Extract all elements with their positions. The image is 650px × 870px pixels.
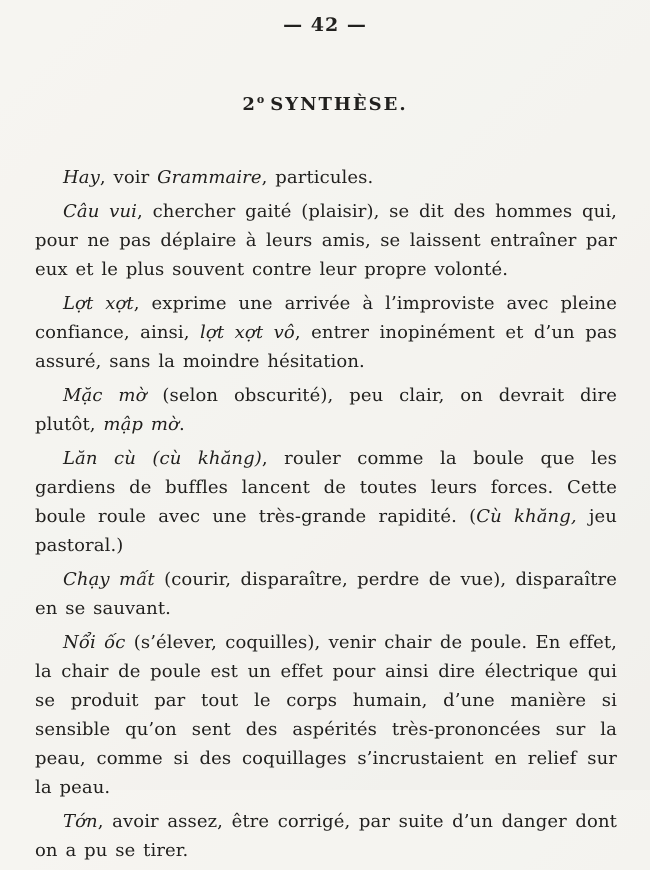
page-number: — 42 — xyxy=(283,14,367,36)
term-italic: Hay xyxy=(63,167,100,188)
term-italic: Grammaire xyxy=(157,167,262,188)
term-italic: Tớn xyxy=(63,811,98,832)
heading-title: SYNTHÈSE. xyxy=(270,94,408,115)
text-segment: . xyxy=(178,414,185,435)
term-italic: Mặc mờ xyxy=(63,385,147,406)
paragraph xyxy=(35,289,617,376)
term-italic: Chạy mất xyxy=(63,569,155,590)
term-italic: mập mờ xyxy=(103,414,179,435)
term-italic: Lăn cù xyxy=(63,448,136,469)
text-segment: , rouler comme la boule que les gardiens de buffles lancent de toutes leurs forces. Cette boule roule avec une très-grande rapidité. ( xyxy=(35,448,617,527)
term-italic: Nổi ốc xyxy=(63,632,126,653)
text-segment: , avoir assez, être corrigé, par suite d’un danger dont on a pu se tirer. xyxy=(35,811,617,861)
paragraph xyxy=(35,444,617,560)
heading-numeral: 2 xyxy=(242,94,257,115)
paragraph xyxy=(35,163,617,192)
heading-ordinal: o xyxy=(256,93,265,106)
text-segment xyxy=(136,448,152,469)
paragraph xyxy=(35,381,617,439)
text-segment: (selon obscurité), peu clair, on devrait dire plutôt, xyxy=(35,385,617,435)
paragraph xyxy=(35,565,617,623)
term-italic: lợt xợt vô xyxy=(200,322,295,343)
paragraph xyxy=(35,197,617,284)
term-italic: Cù khăng, xyxy=(476,506,577,527)
term-italic: Câu vui xyxy=(63,201,138,222)
term-italic: Lợt xợt xyxy=(63,293,134,314)
text-block xyxy=(35,163,617,870)
text-segment: (s’élever, coquilles), venir chair de poule. En effet, la chair de poule est un effet pour ainsi dire électrique qui se produit par tout le corps humain, d’une manière si sensible qu’on sent des aspérités très-prononcées sur la peau, comme si des coquillages s’incrustaient en relief sur la peau. xyxy=(35,632,617,798)
text-segment: , voir xyxy=(99,167,158,188)
paragraph xyxy=(35,807,617,865)
section-heading xyxy=(0,93,650,115)
text-segment: , particules. xyxy=(261,167,374,188)
text-segment: , chercher gaité (plaisir), se dit des hommes qui, pour ne pas déplaire à leurs amis, se laissent entraîner par eux et le plus souvent contre leur propre volonté. xyxy=(35,201,618,280)
term-italic: (cù khăng) xyxy=(152,448,262,469)
text-segment: (courir, disparaître, perdre de vue), disparaître en se sauvant. xyxy=(35,569,617,619)
text-segment: , entrer inopinément et d’un pas assuré, sans la moindre hésitation. xyxy=(35,322,618,372)
text-segment: , exprime une arrivée à l’improviste avec pleine confiance, ainsi, xyxy=(35,293,617,343)
text-segment: jeu pastoral.) xyxy=(35,506,617,556)
paragraph xyxy=(35,628,617,802)
